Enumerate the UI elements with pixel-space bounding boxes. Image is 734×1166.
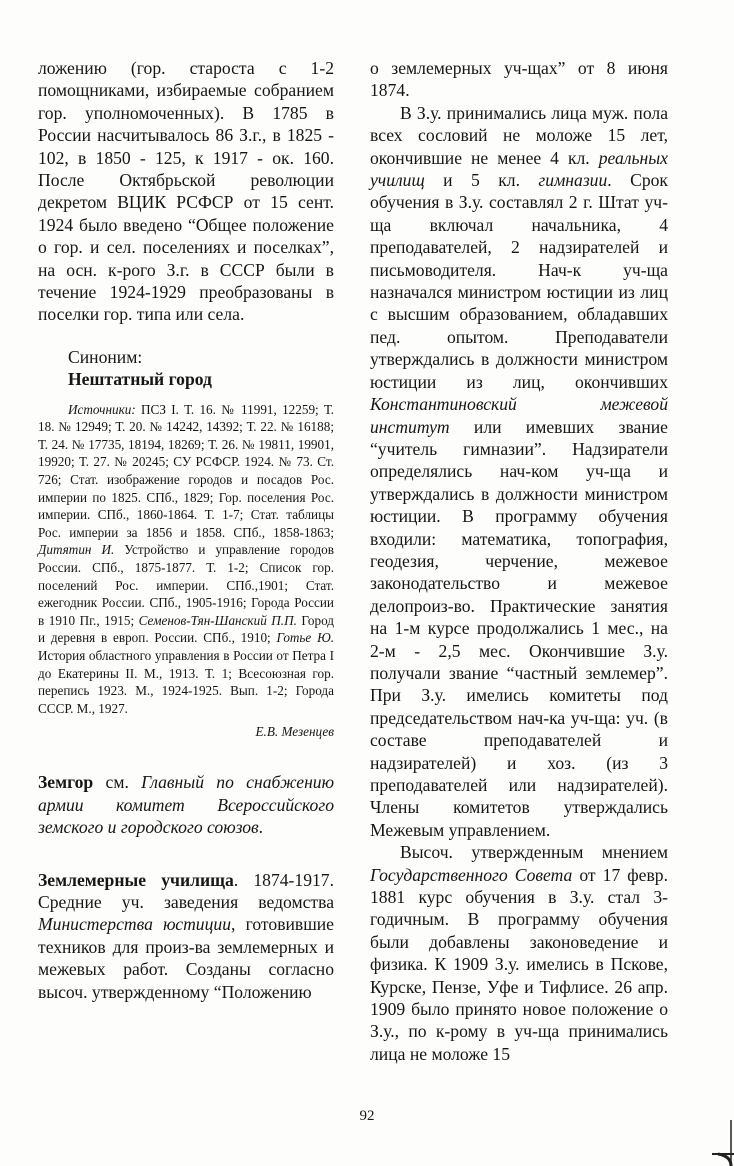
entry-zemgor-crossref[interactable]: Главный по снабжению армии комитет Всероссийского земского и городского союзов — [38, 772, 334, 838]
admission-text-b: и 5 кл. — [424, 170, 539, 191]
paragraph-reform-1881 — [370, 841, 668, 1065]
sources-text-d: История областного управления в России от Петра I до Екатерины II. М., 1913. Т. 1; Всесоюзная гор. перепись 1923. М., 1924-1925. Вып. 1-2; Города СССР. М., 1927. — [38, 648, 334, 716]
sources-text-b: Устройство и управление городов России. СПб., 1875-1877. Т. 1-2; Список гор. поселений Рос. империи. СПб.,1901; Стат. ежегодник России. СПб., 1905-1916; Города России в 1910 Пг., 1915; — [38, 542, 334, 628]
source-author-gote: Готье Ю. — [276, 630, 334, 646]
sources-label: Источники: — [68, 401, 136, 417]
paragraph-admission — [370, 102, 668, 841]
entry-zu-text-b: , готовившие техников для произ-ва землемерных и межевых работ. Созданы согласно высоч. утвержденному “Положению — [38, 914, 334, 1002]
entry-zemgor — [38, 771, 334, 838]
sources-block — [38, 401, 334, 718]
synonym-term: Нештатный город — [68, 369, 212, 390]
article-author: Е.В. Мезенцев — [255, 724, 334, 740]
page-number: 92 — [359, 1108, 375, 1124]
admission-text-c: . Срок обучения в З.у. составлял 2 г. Штат уч-ща включал начальника, 4 преподавателей, 2 надзирателей и письмоводителя. Нач-к уч-ща назначался министром юстиции из лиц с высшим образованием, обладавших пед. опытом. Преподаватели утверждались в должности министром юстиции из лиц, окончивших — [370, 170, 668, 392]
binding-mark-icon — [704, 1120, 734, 1166]
source-author-semenov: Семенов-Тян-Шанский П.П. — [138, 612, 297, 628]
synonym-block — [38, 346, 334, 391]
entry-zu-crossref-ministry[interactable]: Министерства юстиции — [38, 914, 231, 935]
crossref-gimnazii[interactable]: гимназии — [538, 170, 608, 191]
entry-zemgor-end: . — [258, 817, 264, 838]
sources-text-a: ПСЗ I. Т. 16. № 11991, 12259; Т. 18. № 12949; Т. 20. № 14242, 14392; Т. 22. № 16188; Т. 24. № 17735, 18194, 18269; Т. 26. № 19811, 19901, 19920; Т. 27. № 20245; СУ РСФСР. 1924. № 73. Ст. 726; Стат. изображение городов и посадов Рос. империи по 1825. СПб., 1829; Гор. поселения Рос. империи. СПб., 1860-1864. Т. 1-7; Стат. таблицы Рос. империи за 1856 и 1858. СПб., 1858-1863; — [38, 401, 334, 540]
synonym-label: Синоним: — [68, 346, 143, 367]
reform-text-a: Высоч. утвержденным мнением — [400, 842, 668, 863]
entry-zu-headword: Землемерные училища — [38, 869, 234, 890]
admission-text-a: В З.у. принимались лица муж. пола всех сословий не моложе 15 лет, окончившие не менее 4 кл. — [370, 102, 668, 168]
crossref-gosudarstvenny-sovet[interactable]: Государственного Совета — [370, 864, 573, 885]
reform-text-b: от 17 февр. 1881 курс обучения в З.у. стал 3-годичным. В программу обучения были добавлены законоведение и физика. К 1909 З.у. имелись в Пскове, Курске, Пензе, Уфе и Тифлисе. 26 апр. 1909 было принято новое положение о З.у., по к-рому в уч-ща принимались лица не моложе 15 — [370, 864, 668, 1064]
sources-text-c: Город и деревня в европ. России. СПб., 1910; — [38, 612, 334, 646]
left-column — [38, 57, 334, 1003]
entry-zemgor-see: см. — [93, 772, 142, 793]
entry-zemlemernye-uchilishcha — [38, 869, 334, 1003]
crossref-realnye-uchilishcha[interactable]: реальных училищ — [370, 147, 668, 191]
source-author-dityatin: Дитятин И. — [38, 542, 115, 558]
paragraph-zastatny-gorod-end: ложению (гор. староста с 1-2 помощниками, избираемые собранием гор. уполномоченных). В 1785 в России насчитывалось 86 З.г., в 1825 - 102, в 1850 - 125, к 1917 - ок. 160. После Октябрьской революции декретом ВЦИК РСФСР от 15 сент. 1924 было введено “Общее положение о гор. и сел. поселениях и поселках”, на осн. к-рого З.г. в СССР были в течение 1924-1929 преобразованы в поселки гор. типа или села. — [38, 58, 334, 325]
admission-text-d: или имевших звание “учитель гимназии”. Надзиратели определялись нач-ком уч-ща и утверждались в должности министром юстиции. В программу обучения входили: математика, топография, геодезия, черчение, межевое законодательство и межевое делопроиз-во. Практические занятия на 1-м курсе продолжались 1 мес., на 2-м - 2,5 мес. Окончившие З.у. получали звание “частный землемер”. При З.у. имелись комитеты под председательством нач-ка уч-ща: уч. (в составе преподавателей и надзирателей) и хоз. (из 3 преподавателей или надзирателей). Члены комитетов утверждались Межевым управлением. — [370, 416, 668, 840]
paragraph-polozhenie-continued: о землемерных уч-щах” от 8 июня 1874. — [370, 58, 668, 101]
entry-zu-text-a: . 1874-1917. Средние уч. заведения ведомства — [38, 869, 334, 912]
right-column — [370, 57, 668, 1065]
entry-zemgor-headword: Земгор — [38, 772, 94, 793]
crossref-konstantinovsky-institut[interactable]: Константиновский межевой институт — [370, 394, 668, 437]
